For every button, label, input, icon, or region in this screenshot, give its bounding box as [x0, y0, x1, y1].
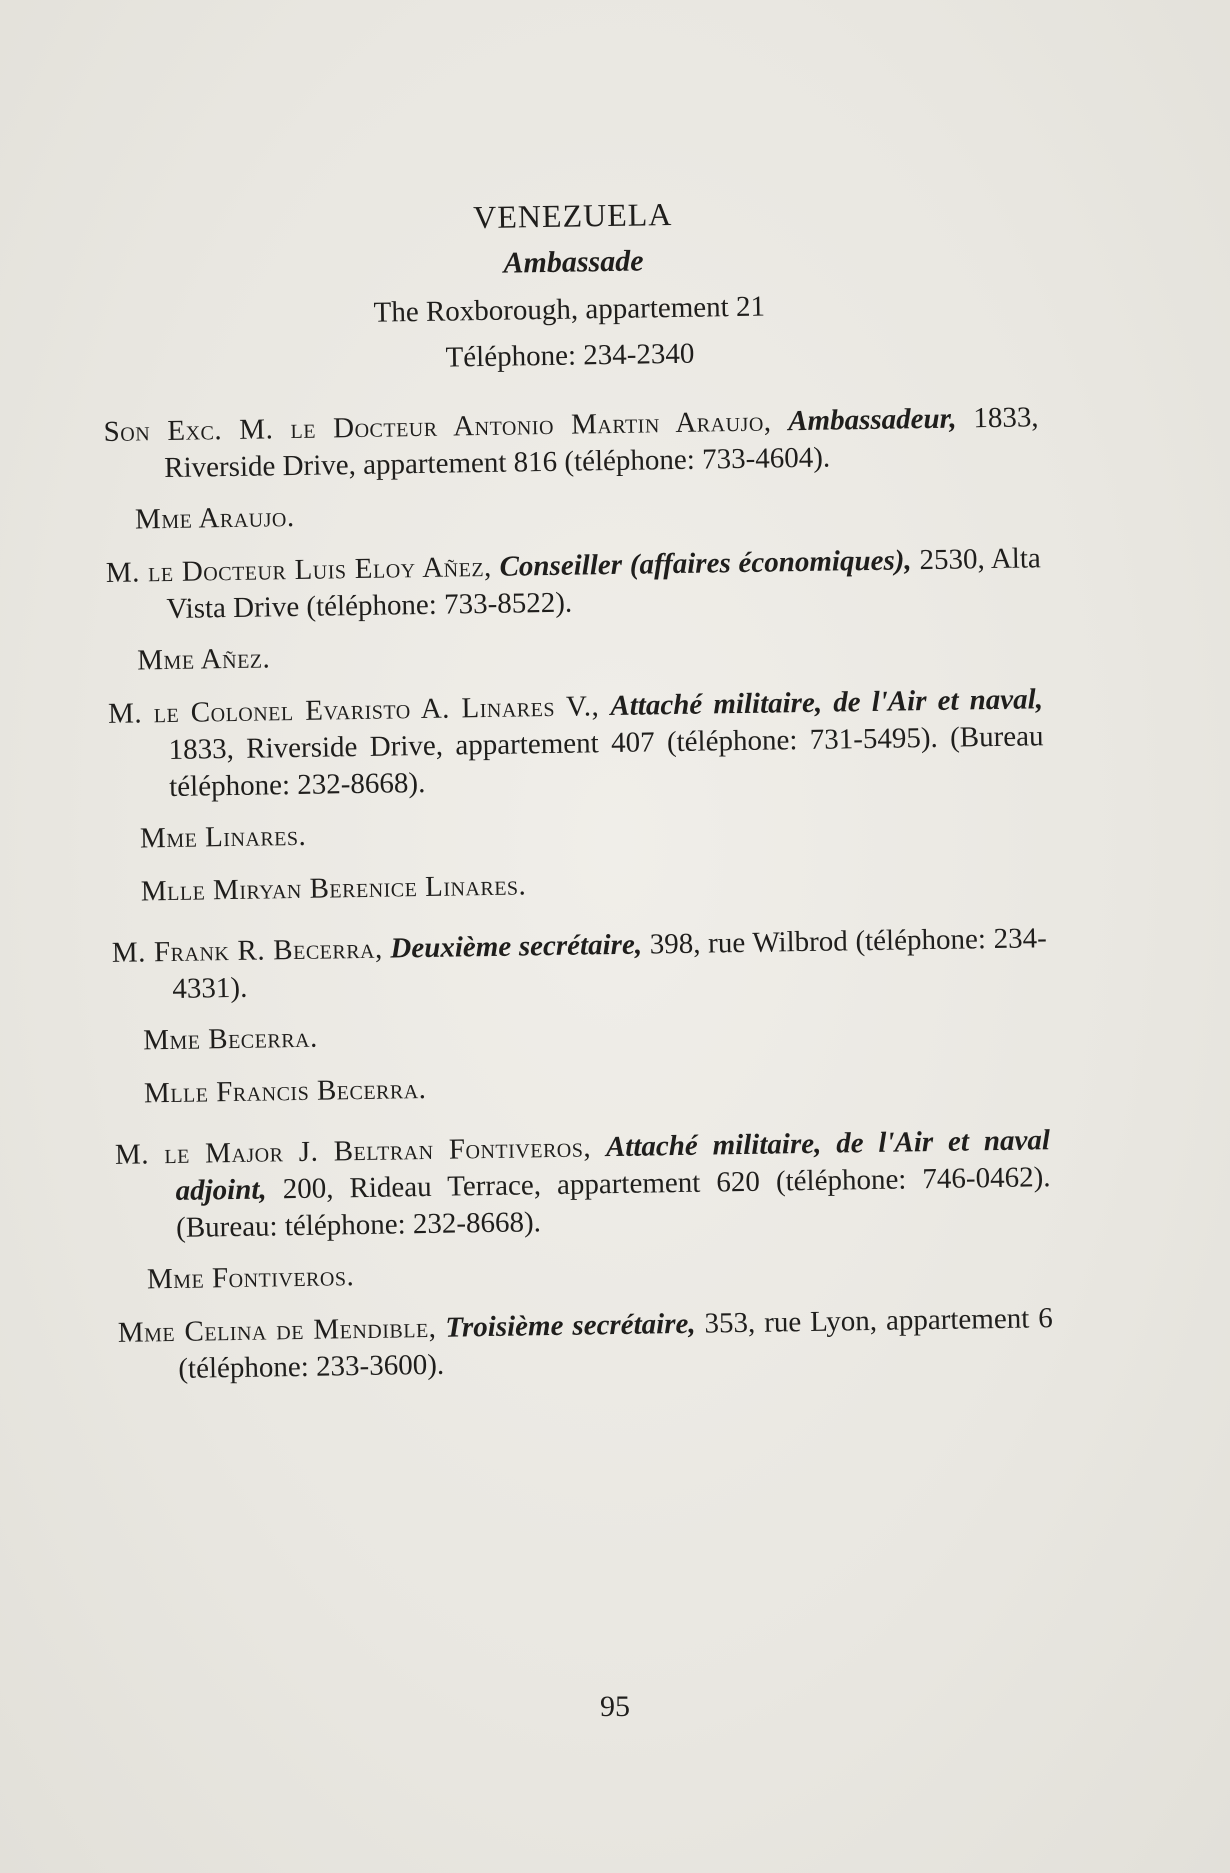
family-member: Mlle Francis Becerra. [143, 1072, 427, 1110]
country-title: VENEZUELA [472, 196, 673, 236]
family-member: Mme Linares. [139, 819, 307, 855]
staff-name: M. le Major J. Beltran Fontiveros, [114, 1131, 592, 1171]
page-number: 95 [600, 1690, 630, 1723]
staff-entry [103, 399, 1039, 488]
staff-name: M. le Colonel Evaristo A. Linares V., [107, 690, 600, 730]
staff-role: Conseiller (affaires économiques), [499, 544, 912, 583]
staff-role: Attaché militaire, de l'Air et naval, [610, 683, 1044, 723]
staff-entry [108, 681, 1045, 807]
family-member: Mme Araujo. [134, 500, 295, 536]
embassy-phone: Téléphone: 234-2340 [445, 337, 695, 374]
staff-role: Deuxième secrétaire, [390, 928, 643, 965]
staff-name: M. le Docteur Luis Eloy Añez, [105, 550, 493, 589]
staff-name: M. Frank R. Becerra, [111, 932, 383, 969]
staff-details: 1833, Riverside Drive, appartement 816 (téléphone: 733-4604). [163, 401, 1039, 485]
staff-role: Ambassadeur, [787, 402, 957, 438]
staff-details: 353, rue Lyon, appartement 6 (téléphone: 233-3600). [178, 1302, 1053, 1385]
embassy-address: The Roxborough, appartement 21 [373, 290, 766, 329]
family-member: Mme Becerra. [142, 1021, 318, 1057]
staff-name: Mme Celina de Mendible, [117, 1311, 437, 1349]
family-member: Mme Añez. [136, 642, 271, 677]
section-subtitle: Ambassade [503, 244, 644, 280]
staff-details: 2530, Alta Vista Drive (téléphone: 733-8522). [166, 542, 1042, 626]
family-member: Mlle Miryan Berenice Linares. [140, 869, 527, 908]
staff-list [103, 399, 1053, 1389]
staff-entry [106, 540, 1042, 629]
staff-role: Troisième secrétaire, [445, 1307, 696, 1344]
staff-details: 200, Rideau Terrace, appartement 620 (téléphone: 746-0462). (Bureau: téléphone: 232-8668). [175, 1161, 1051, 1244]
staff-entry [112, 920, 1048, 1009]
staff-details: 398, rue Wilbrod (téléphone: 234-4331). [172, 922, 1047, 1005]
staff-role: Attaché militaire, de l'Air et naval adjoint, [175, 1124, 1051, 1207]
staff-entry [115, 1122, 1052, 1248]
staff-name: Son Exc. M. le Docteur Antonio Martin Araujo, [103, 405, 772, 448]
family-member: Mme Fontiveros. [146, 1260, 355, 1296]
staff-entry [118, 1300, 1054, 1389]
embassy-section [100, 185, 1054, 1403]
staff-details: 1833, Riverside Drive, appartement 407 (téléphone: 731-5495). (Bureau téléphone: 232-8668). [168, 720, 1044, 803]
